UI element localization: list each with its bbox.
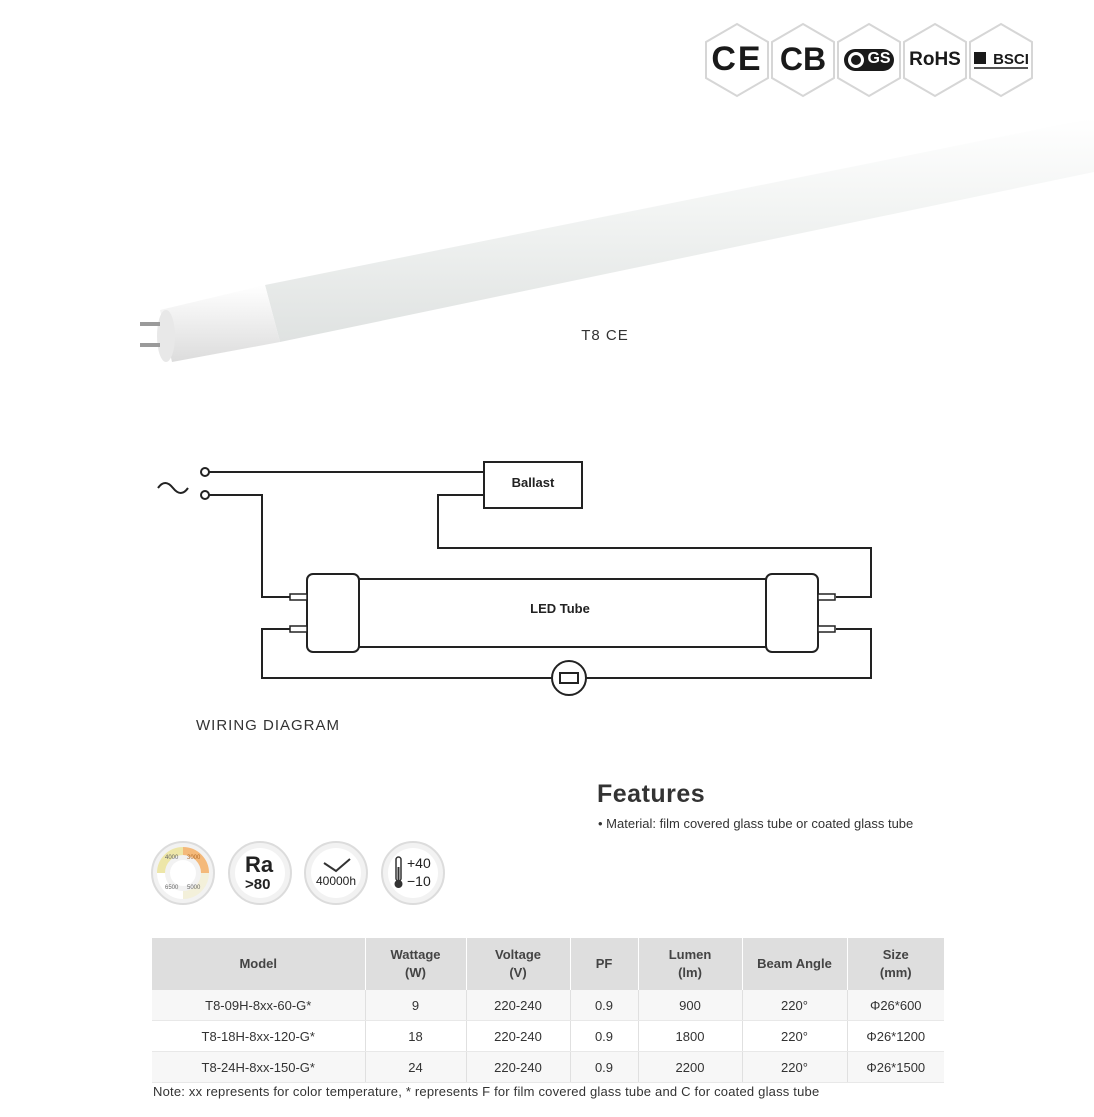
cell-model: T8-18H-8xx-120-G* (152, 1021, 365, 1052)
header-model: Model (152, 938, 365, 990)
thermometer-icon: +40 −10 (381, 841, 445, 905)
tuv-gs-icon: GS (836, 22, 902, 98)
cell-size: Φ26*600 (847, 990, 944, 1021)
cell-voltage: 220-240 (466, 1021, 570, 1052)
ac-source-icon (158, 483, 188, 493)
cell-lumen: 900 (638, 990, 742, 1021)
led-tube-label: LED Tube (530, 601, 590, 616)
cell-model: T8-24H-8xx-150-G* (152, 1052, 365, 1083)
cell-wattage: 24 (365, 1052, 466, 1083)
cb-icon: CB (770, 22, 836, 98)
table-header-row (152, 938, 944, 990)
wiring-caption: WIRING DIAGRAM (196, 717, 340, 734)
ballast-label: Ballast (511, 475, 555, 490)
table-note: Note: xx represents for color temperature, * represents F for film covered glass tube and C for coated glass tube (153, 1084, 820, 1099)
table-row (152, 1052, 944, 1083)
table-row (152, 1021, 944, 1052)
specification-table (152, 938, 944, 1083)
cri-icon: Ra >80 (228, 841, 292, 905)
features-title: Features (597, 780, 706, 808)
header-beam-angle: Beam Angle (742, 938, 847, 990)
header-pf: PF (570, 938, 638, 990)
cell-wattage: 18 (365, 1021, 466, 1052)
cell-beam-angle: 220° (742, 990, 847, 1021)
certification-marks (704, 22, 1034, 102)
header-wattage: Wattage (W) (365, 938, 466, 990)
cell-size: Φ26*1200 (847, 1021, 944, 1052)
features-item: • Material: film covered glass tube or coated glass tube (598, 816, 914, 831)
header-size: Size (mm) (847, 938, 944, 990)
cell-lumen: 2200 (638, 1052, 742, 1083)
cell-lumen: 1800 (638, 1021, 742, 1052)
cell-beam-angle: 220° (742, 1052, 847, 1083)
bsci-icon: BSCI (968, 22, 1034, 98)
color-temperature-icon: 4000 3000 6500 5000 (151, 841, 215, 905)
cell-pf: 0.9 (570, 990, 638, 1021)
cell-beam-angle: 220° (742, 1021, 847, 1052)
cell-wattage: 9 (365, 990, 466, 1021)
cell-size: Φ26*1500 (847, 1052, 944, 1083)
wiring-diagram (0, 440, 1094, 710)
lifetime-icon: 40000h (304, 841, 368, 905)
cell-pf: 0.9 (570, 1021, 638, 1052)
product-caption: T8 CE (581, 327, 629, 344)
rohs-icon: RoHS (902, 22, 968, 98)
header-voltage: Voltage (V) (466, 938, 570, 990)
header-lumen: Lumen (lm) (638, 938, 742, 990)
cell-voltage: 220-240 (466, 1052, 570, 1083)
product-tube-image (0, 100, 1094, 380)
table-row (152, 990, 944, 1021)
cell-model: T8-09H-8xx-60-G* (152, 990, 365, 1021)
cell-pf: 0.9 (570, 1052, 638, 1083)
ce-icon: CE (704, 22, 770, 98)
cell-voltage: 220-240 (466, 990, 570, 1021)
